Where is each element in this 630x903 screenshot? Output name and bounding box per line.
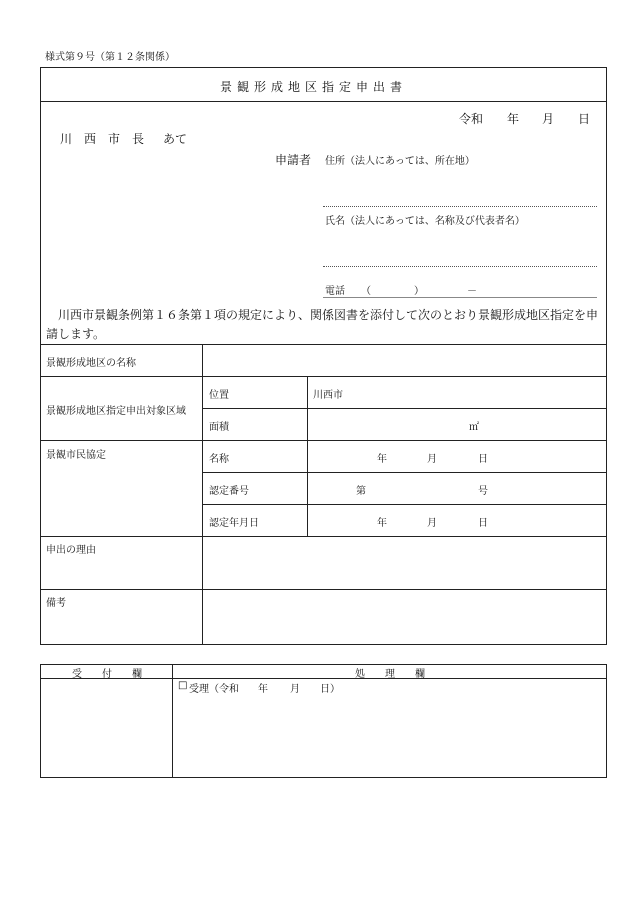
row-line <box>40 440 607 441</box>
date-era: 令和 <box>459 112 484 126</box>
phone-dash: － <box>467 286 477 297</box>
area-unit: ㎡ <box>469 422 479 433</box>
cert-date-label: 認定年月日 <box>209 518 259 529</box>
form-title: 景観形成地区指定申出書 <box>220 80 408 94</box>
row-line <box>202 472 607 473</box>
row-line <box>40 589 607 590</box>
date-month: 月 <box>542 112 555 126</box>
declaration-text: 川西市景観条例第１６条第１項の規定により、関係図書を添付して次のとおり景観形成地区指定を申請します。 <box>46 308 599 341</box>
reception-header: 受 付 欄 <box>72 669 142 680</box>
cert-number-suffix: 号 <box>478 486 488 497</box>
received-year: 年 <box>258 684 268 695</box>
address-input-line[interactable] <box>323 206 597 207</box>
location-value: 川西市 <box>313 390 343 401</box>
applicant-name-label: 氏名（法人にあっては、名称及び代表者名） <box>325 216 525 227</box>
column-line <box>202 344 203 645</box>
name-input-line[interactable] <box>323 266 597 267</box>
location-label: 位置 <box>209 390 229 401</box>
phone-open-paren: （ <box>361 286 371 297</box>
area-label: 面積 <box>209 422 229 433</box>
table-top-border <box>40 344 607 345</box>
agreement-label: 景観市民協定 <box>46 450 106 461</box>
row-line <box>202 504 607 505</box>
applicant-address-label: 住所（法人にあっては、所在地） <box>325 156 475 167</box>
addressee-suffix: あて <box>163 132 188 146</box>
form-number: 様式第９号（第１２条関係） <box>45 52 175 63</box>
target-area-label: 景観形成地区指定申出対象区域 <box>46 406 186 417</box>
phone-label: 電話 <box>325 286 345 297</box>
office-column-divider <box>172 664 173 778</box>
column-line <box>307 376 308 536</box>
district-name-label: 景観形成地区の名称 <box>46 358 136 369</box>
cert-number-label: 認定番号 <box>209 486 249 497</box>
row-line <box>40 376 607 377</box>
cert-date-year: 年 <box>377 518 387 529</box>
cert-number-prefix: 第 <box>356 486 366 497</box>
addressee-name: 川 西 市 長 <box>60 132 145 146</box>
cert-date-month: 月 <box>427 518 437 529</box>
processing-header: 処 理 欄 <box>355 669 425 680</box>
reason-label: 申出の理由 <box>46 545 96 556</box>
agreement-name-day: 日 <box>478 454 488 465</box>
agreement-name-year: 年 <box>377 454 387 465</box>
row-line <box>40 536 607 537</box>
date-year: 年 <box>507 112 520 126</box>
received-label: 受理（令和 <box>189 684 239 695</box>
date-day: 日 <box>578 112 591 126</box>
title-divider <box>40 101 607 102</box>
cert-date-day: 日 <box>478 518 488 529</box>
received-checkbox[interactable]: □ <box>178 680 188 691</box>
received-day: 日） <box>320 684 340 695</box>
agreement-name-month: 月 <box>427 454 437 465</box>
phone-input-line[interactable] <box>323 297 597 298</box>
phone-close-paren: ） <box>414 286 424 297</box>
applicant-label: 申請者 <box>275 153 312 167</box>
remarks-label: 備考 <box>46 598 66 609</box>
row-line <box>202 408 607 409</box>
agreement-name-label: 名称 <box>209 454 229 465</box>
received-month: 月 <box>290 684 300 695</box>
